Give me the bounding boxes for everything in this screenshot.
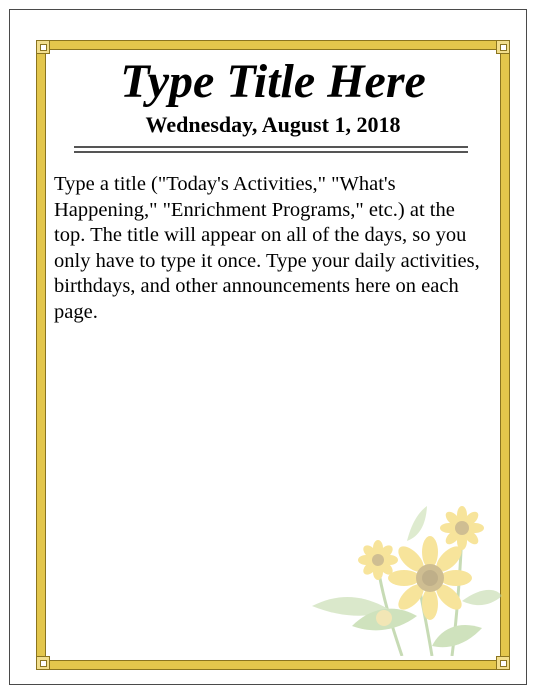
sunflowers-icon [312,506,502,656]
title-divider-bottom [74,151,468,153]
title-divider-top [74,146,468,148]
announcement-text[interactable]: Type a title ("Today's Activities," "What's Happening," "Enrichment Programs," etc.) at the top. The title will appear on all of the days, so you only have to type it once. Type your daily activities, birthdays, and other announcements here on each page. [54,173,480,323]
date-subtitle[interactable]: Wednesday, August 1, 2018 [145,112,401,137]
frame-corner-bottom-right [496,656,510,670]
frame-corner-top-right [496,40,510,54]
frame-corner-bottom-left [36,656,50,670]
frame-corner-top-left [36,40,50,54]
page-title[interactable]: Type Title Here [120,55,426,108]
